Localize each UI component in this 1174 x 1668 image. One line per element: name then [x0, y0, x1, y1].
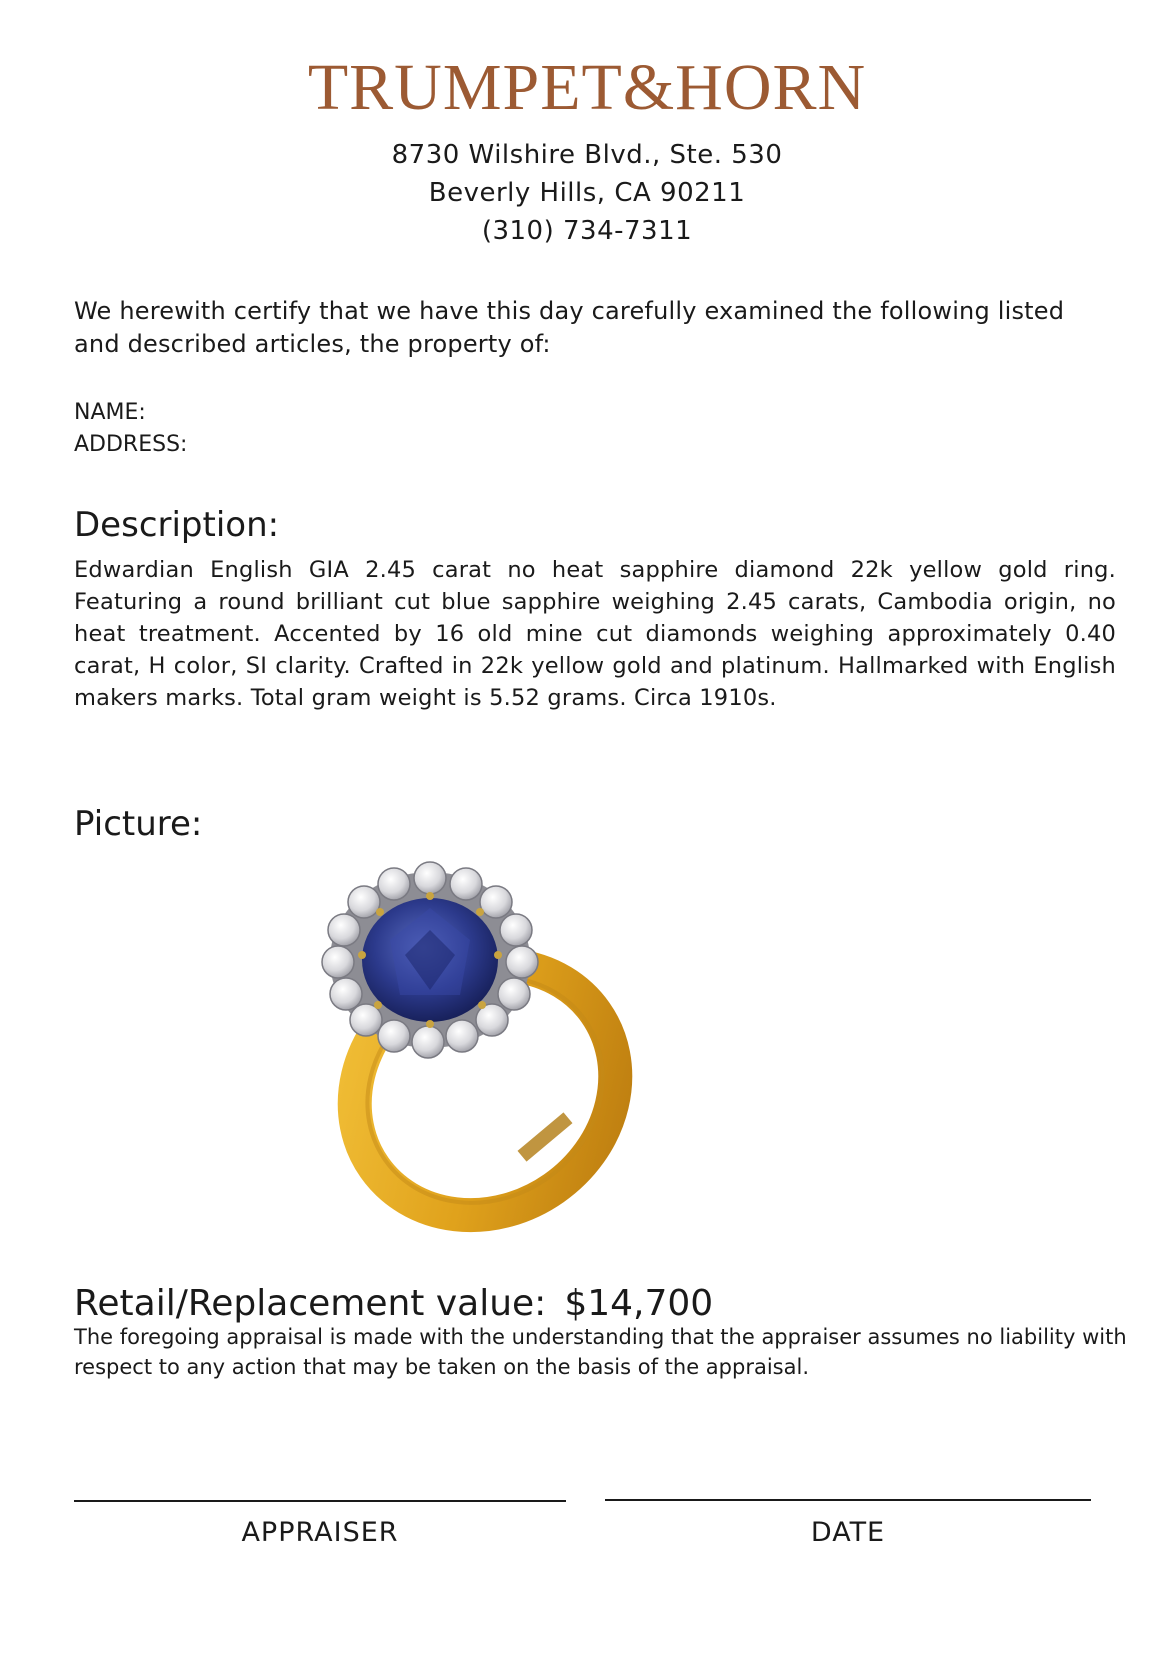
- name-label: NAME:: [74, 400, 146, 425]
- certification-intro: We herewith certify that we have this day carefully examined the following listed and described articles, the property of:: [74, 297, 1065, 358]
- appraiser-signature-line: [74, 1500, 566, 1502]
- ring-image: [310, 860, 640, 1240]
- brand-logo: TRUMPET&HORN: [307, 51, 867, 124]
- liability-disclaimer: The foregoing appraisal is made with the understanding that the appraiser assumes no liability with respect to any action that may be taken on the basis of the appraisal.: [74, 1325, 1127, 1379]
- date-signature-line: [605, 1499, 1091, 1501]
- retail-value-label: Retail/Replacement value:: [74, 1283, 547, 1324]
- description-heading: Description:: [74, 505, 280, 545]
- date-label: DATE: [810, 1517, 886, 1548]
- address-street: 8730 Wilshire Blvd., Ste. 530: [391, 140, 783, 170]
- picture-heading: Picture:: [74, 804, 203, 844]
- address-city: Beverly Hills, CA 90211: [428, 178, 746, 208]
- company-address: [0, 136, 1174, 250]
- address-label: ADDRESS:: [74, 432, 188, 457]
- retail-value: [74, 1282, 713, 1326]
- appraiser-label: APPRAISER: [241, 1517, 399, 1548]
- retail-value-amount: $14,700: [564, 1283, 714, 1324]
- description-text: Edwardian English GIA 2.45 carat no heat sapphire diamond 22k yellow gold ring. Featuring a round brilliant cut blue sapphire weighing 2.45 carats, Cambodia origin, no heat treatment. Accented by 16 old mine cut diamonds weighing approximately 0.40 carat, H color, SI clarity. Crafted in 22k yellow gold and platinum. Hallmarked with English makers marks. Total gram weight is 5.52 grams. Circa 1910s.: [74, 557, 1116, 711]
- address-phone: (310) 734-7311: [481, 216, 693, 246]
- owner-fields: [74, 397, 187, 461]
